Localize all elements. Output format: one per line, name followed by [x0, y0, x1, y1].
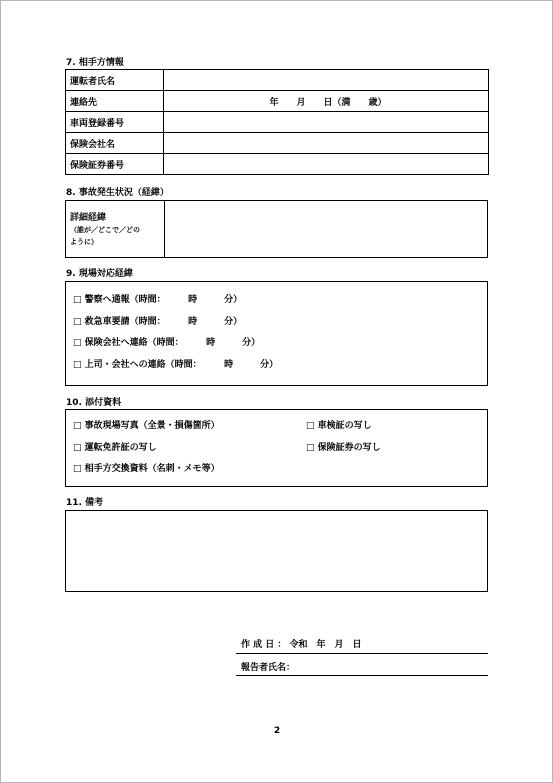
supervisor-contact-checkbox[interactable]: □ 上司・会社への連絡（時間： 時 分） [73, 360, 279, 370]
details-label: 詳細経緯 [70, 213, 107, 223]
photos-checkbox[interactable]: □ 事故現場写真（全景・損傷箇所） [73, 421, 220, 431]
policy-no-field[interactable] [164, 154, 489, 175]
policy-copy-checkbox[interactable]: □ 保険証券の写し [306, 443, 381, 453]
section-10-heading: 10. 添付資料 [66, 398, 122, 408]
police-report-checkbox[interactable]: □ 警察へ通報（時間： 時 分） [73, 295, 243, 305]
accident-details-box [65, 200, 488, 258]
driver-name-field[interactable] [164, 70, 489, 91]
details-field[interactable] [166, 202, 486, 256]
section-7-heading: 7. 相手方情報 [66, 58, 124, 68]
section-11-heading: 11. 備考 [66, 498, 104, 508]
reporter-name-line [236, 675, 488, 676]
insurer-contact-checkbox[interactable]: □ 保険会社へ連絡（時間： 時 分） [73, 338, 261, 348]
insurer-label: 保険会社名 [66, 133, 164, 154]
contact-field[interactable]: 年 月 日（満 歳） [164, 91, 489, 112]
ambulance-checkbox[interactable]: □ 救急車要請（時間： 時 分） [73, 317, 243, 327]
section-8-heading: 8. 事故発生状況（経緯） [66, 188, 169, 198]
attachments-box [65, 409, 488, 487]
remarks-field[interactable] [65, 510, 488, 592]
insurer-field[interactable] [164, 133, 489, 154]
reporter-name-label: 報告者氏名： [241, 663, 296, 673]
policy-no-label: 保険証券番号 [66, 154, 164, 175]
license-copy-checkbox[interactable]: □ 運転免許証の写し [73, 443, 157, 453]
contact-label: 連絡先 [66, 91, 164, 112]
created-date-line [236, 653, 488, 654]
exchange-docs-checkbox[interactable]: □ 相手方交換資料（名刺・メモ等） [73, 464, 220, 474]
response-box [65, 281, 488, 386]
section-9-heading: 9. 現場対応経緯 [66, 269, 133, 279]
details-hint-line1: （誰が／どこで／どの [70, 226, 140, 234]
column-divider [164, 201, 165, 257]
inspection-copy-checkbox[interactable]: □ 車検証の写し [306, 421, 372, 431]
driver-name-label: 運転者氏名 [66, 70, 164, 91]
page-number: 2 [273, 726, 281, 736]
vehicle-no-label: 車両登録番号 [66, 112, 164, 133]
vehicle-no-field[interactable] [164, 112, 489, 133]
details-hint-line2: ように） [70, 238, 98, 246]
party-info-table [65, 69, 489, 175]
created-date-label: 作 成 日 ： 令和 年 月 日 [241, 640, 362, 650]
